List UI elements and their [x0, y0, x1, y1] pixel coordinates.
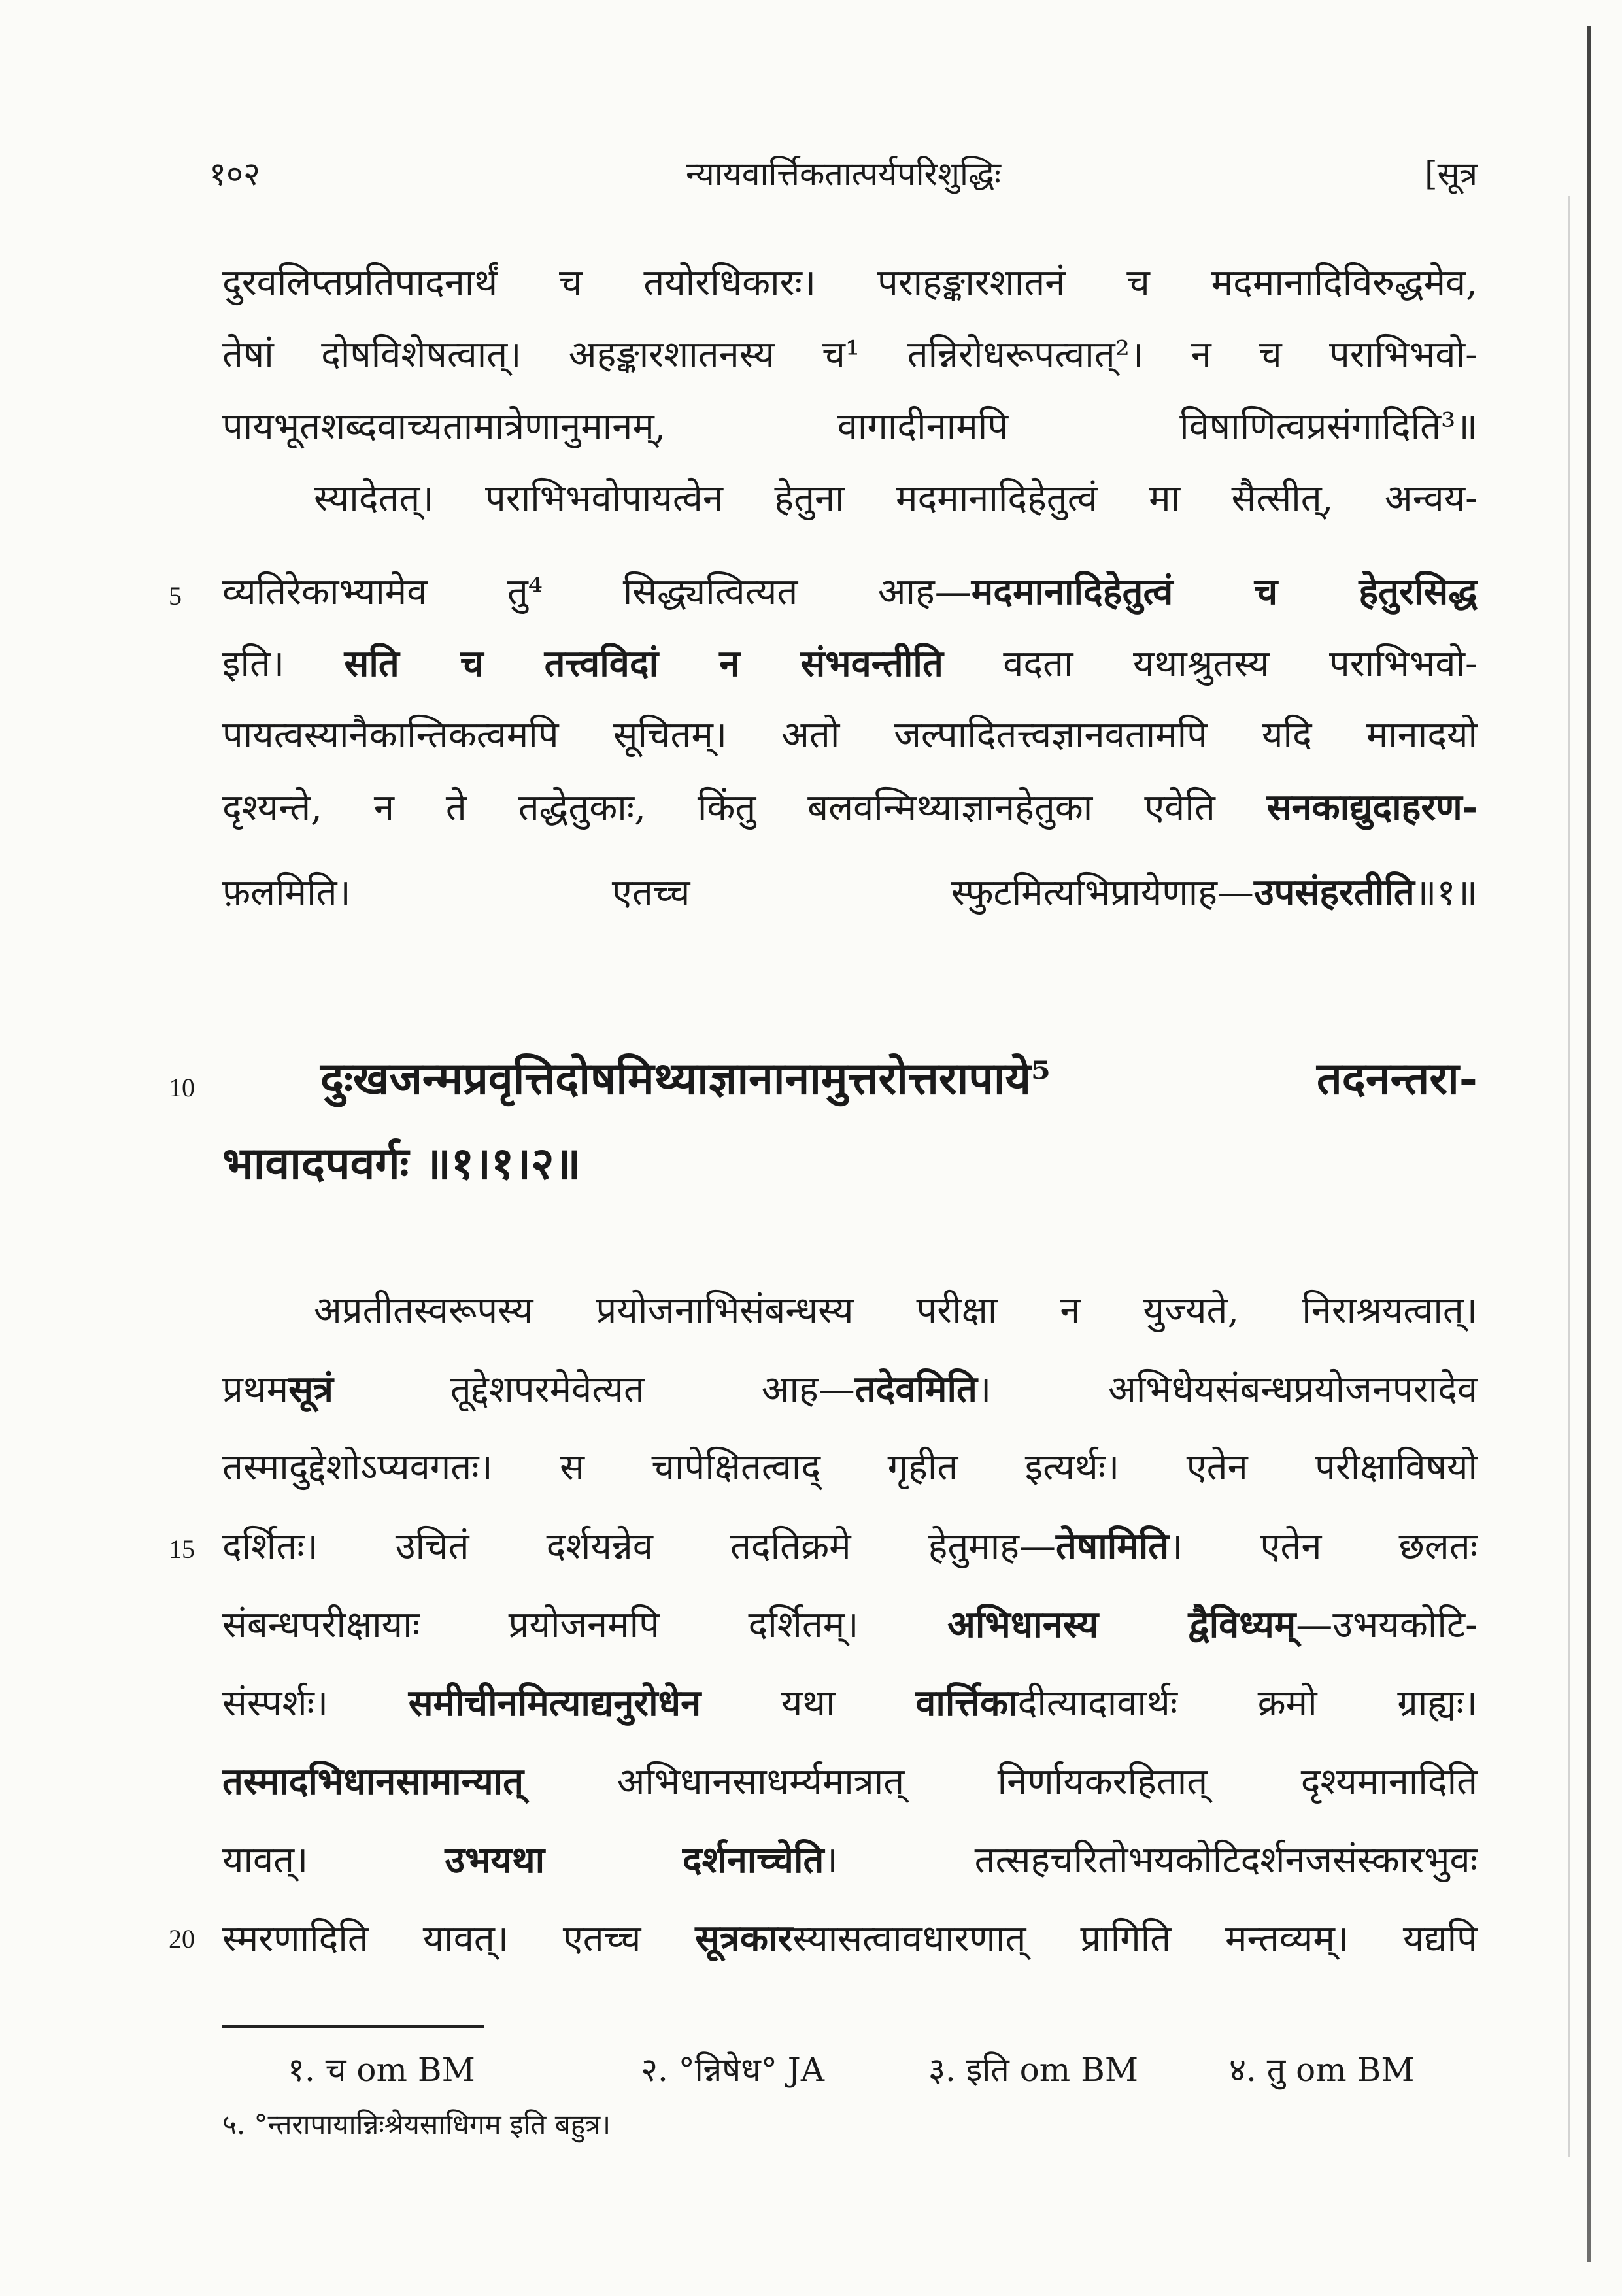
- bold-lemma: तदेवमिति: [854, 1368, 977, 1411]
- text-line: [222, 397, 1478, 460]
- footnote-row: [222, 2046, 1478, 2099]
- text-segment: प्रथम: [222, 1368, 289, 1411]
- text-line: [222, 1752, 1478, 1815]
- text-segment: । तत्सहचरितोभयकोटिदर्शनजसंस्कारभुवः: [824, 1839, 1478, 1882]
- text-line: [222, 1595, 1478, 1658]
- text-line: [222, 1281, 1478, 1344]
- text-line: [222, 1438, 1478, 1501]
- scan-shadow-line: [1568, 196, 1570, 2157]
- footnote-5: ५. °न्तरापायान्निःश्रेयसाधिगम इति बहुत्र।: [222, 2108, 611, 2140]
- text-segment: संबन्धपरीक्षायाः प्रयोजनमपि दर्शितम्।: [222, 1604, 948, 1646]
- text-line: [222, 706, 1478, 769]
- text-segment: यावत्।: [222, 1839, 445, 1882]
- text-segment: दीत्यादावार्थः क्रमो ग्राह्यः।: [1017, 1682, 1478, 1725]
- text-segment: स्यादेतत्। पराभिभवोपायत्वेन हेतुना मदमानादिहेतुत्वं मा सैत्सीत्, अन्वय-: [314, 477, 1478, 520]
- text-segment: । एतेन छलतः: [1169, 1525, 1478, 1568]
- line-number: 10: [169, 1073, 195, 1102]
- bold-lemma: तेषामिति: [1056, 1525, 1170, 1568]
- text-line: [222, 1909, 1478, 1972]
- text-line: [222, 1674, 1478, 1736]
- bold-lemma: सति च तत्त्वविदां न संभवन्तीति: [344, 642, 943, 685]
- text-line: [222, 469, 1478, 532]
- text-segment: ॥१॥: [1414, 871, 1478, 914]
- text-segment: दर्शितः। उचितं दर्शयन्नेव तदतिक्रमे हेतुमाह—: [222, 1525, 1056, 1568]
- text-segment: अप्रतीतस्वरूपस्य प्रयोजनाभिसंबन्धस्य परीक्षा न युज्यते, निराश्रयत्वात्।: [314, 1289, 1478, 1332]
- bold-lemma: उपसंहरतीति: [1253, 871, 1415, 914]
- text-segment: पायभूतशब्दवाच्यतामात्रेणानुमानम्, वागादीनामपि विषाणित्वप्रसंगादिति³॥: [222, 405, 1478, 448]
- footnote-1: १. च om BM: [288, 2051, 475, 2089]
- line-number: 15: [169, 1534, 195, 1564]
- text-line: [222, 326, 1478, 388]
- page-number: १०२: [209, 155, 260, 193]
- bold-lemma: सूत्रकार: [695, 1917, 793, 1960]
- bold-lemma: अभिधानस्य द्वैविध्यम्: [947, 1603, 1296, 1646]
- footnote-rule: [222, 2025, 484, 2028]
- text-segment: तस्मादुद्देशोऽप्यवगतः। स चापेक्षितत्वाद् गृहीत इत्यर्थः। एतेन परीक्षाविषयो: [222, 1446, 1478, 1489]
- footnote-2: २. °न्निषेध° JA: [641, 2051, 824, 2089]
- text-segment: स्मरणादिति यावत्। एतच्च: [222, 1917, 696, 1960]
- bold-lemma: मदमानादिहेतुत्वं च हेतुरसिद्ध: [971, 570, 1478, 613]
- page-header: [209, 143, 1478, 201]
- text-segment: फ़लमिति। एतच्च स्फुटमित्यभिप्रायेणाह—: [222, 871, 1254, 914]
- text-line: [222, 1831, 1478, 1893]
- text-segment: स्यासत्वावधारणात् प्रागिति मन्तव्यम्। यद्यपि: [792, 1917, 1478, 1960]
- text-line: [222, 863, 1478, 926]
- line-number: 5: [169, 581, 182, 611]
- bold-lemma: वार्त्तिका: [915, 1681, 1018, 1725]
- bold-lemma: समीचीनमित्याद्यनुरोधेन: [408, 1681, 701, 1725]
- text-segment: तेषां दोषविशेषत्वात्। अहङ्कारशातनस्य च¹ तन्निरोधरूपत्वात्²। न च पराभिभवो-: [222, 333, 1478, 376]
- text-segment: इति।: [222, 643, 345, 685]
- text-segment: तूद्देशपरमेवेत्यत आह—: [333, 1368, 855, 1411]
- sutra-line-2: भावादपवर्गः ॥१।१।२॥: [222, 1138, 581, 1190]
- sutra-line-1: दुःखजन्मप्रवृत्तिदोषमिथ्याज्ञानानामुत्तरोत्तरापाये⁵ तदनन्तरा-: [320, 1053, 1478, 1105]
- text-line: [222, 1517, 1478, 1579]
- footnote-4: ४. तु om BM: [1229, 2051, 1415, 2089]
- text-line: [222, 778, 1478, 841]
- footnote-3: ३. इति om BM: [928, 2051, 1139, 2089]
- bold-lemma: सनकाद्युदाहरण-: [1266, 786, 1478, 829]
- text-line: [222, 254, 1478, 316]
- text-segment: —उभयकोटि-: [1296, 1604, 1478, 1646]
- text-line: [222, 634, 1478, 697]
- bold-lemma: सूत्रं: [288, 1368, 333, 1411]
- text-segment: पायत्वस्यानैकान्तिकत्वमपि सूचितम्। अतो जल्पादितत्त्वज्ञानवतामपि यदि मानादयो: [222, 714, 1478, 756]
- text-segment: व्यतिरेकाभ्यामेव तु⁴ सिद्ध्यत्वित्यत आह—: [222, 571, 972, 613]
- line-number: 20: [169, 1924, 195, 1953]
- section-label: [सूत्र: [1425, 155, 1478, 193]
- text-segment: संस्पर्शः।: [222, 1682, 409, 1725]
- footnote-row: [222, 2105, 1478, 2157]
- text-segment: यथा: [701, 1682, 916, 1725]
- text-segment: वदता यथाश्रुतस्य पराभिभवो-: [943, 643, 1478, 685]
- text-segment: अभिधानसाधर्म्यमात्रात् निर्णायकरहितात् दृश्यमानादिति: [524, 1761, 1478, 1803]
- text-line: [222, 562, 1478, 625]
- text-segment: दृश्यन्ते, न ते तद्धेतुकाः, किंतु बलवन्मिथ्याज्ञानहेतुका एवेति: [222, 786, 1267, 829]
- bold-lemma: उभयथा दर्शनाच्चेति: [445, 1838, 824, 1882]
- running-title: न्यायवार्त्तिकतात्पर्यपरिशुद्धिः: [686, 155, 1001, 193]
- scan-binding-edge: [1587, 26, 1591, 2262]
- text-segment: दुरवलिप्तप्रतिपादनार्थं च तयोरधिकारः। पराहङ्कारशातनं च मदमानादिविरुद्धमेव,: [222, 262, 1478, 304]
- text-segment: । अभिधेयसंबन्धप्रयोजनपरादेव: [977, 1368, 1478, 1411]
- bold-lemma: तस्मादभिधानसामान्यात्: [222, 1760, 524, 1803]
- text-line: [222, 1360, 1478, 1423]
